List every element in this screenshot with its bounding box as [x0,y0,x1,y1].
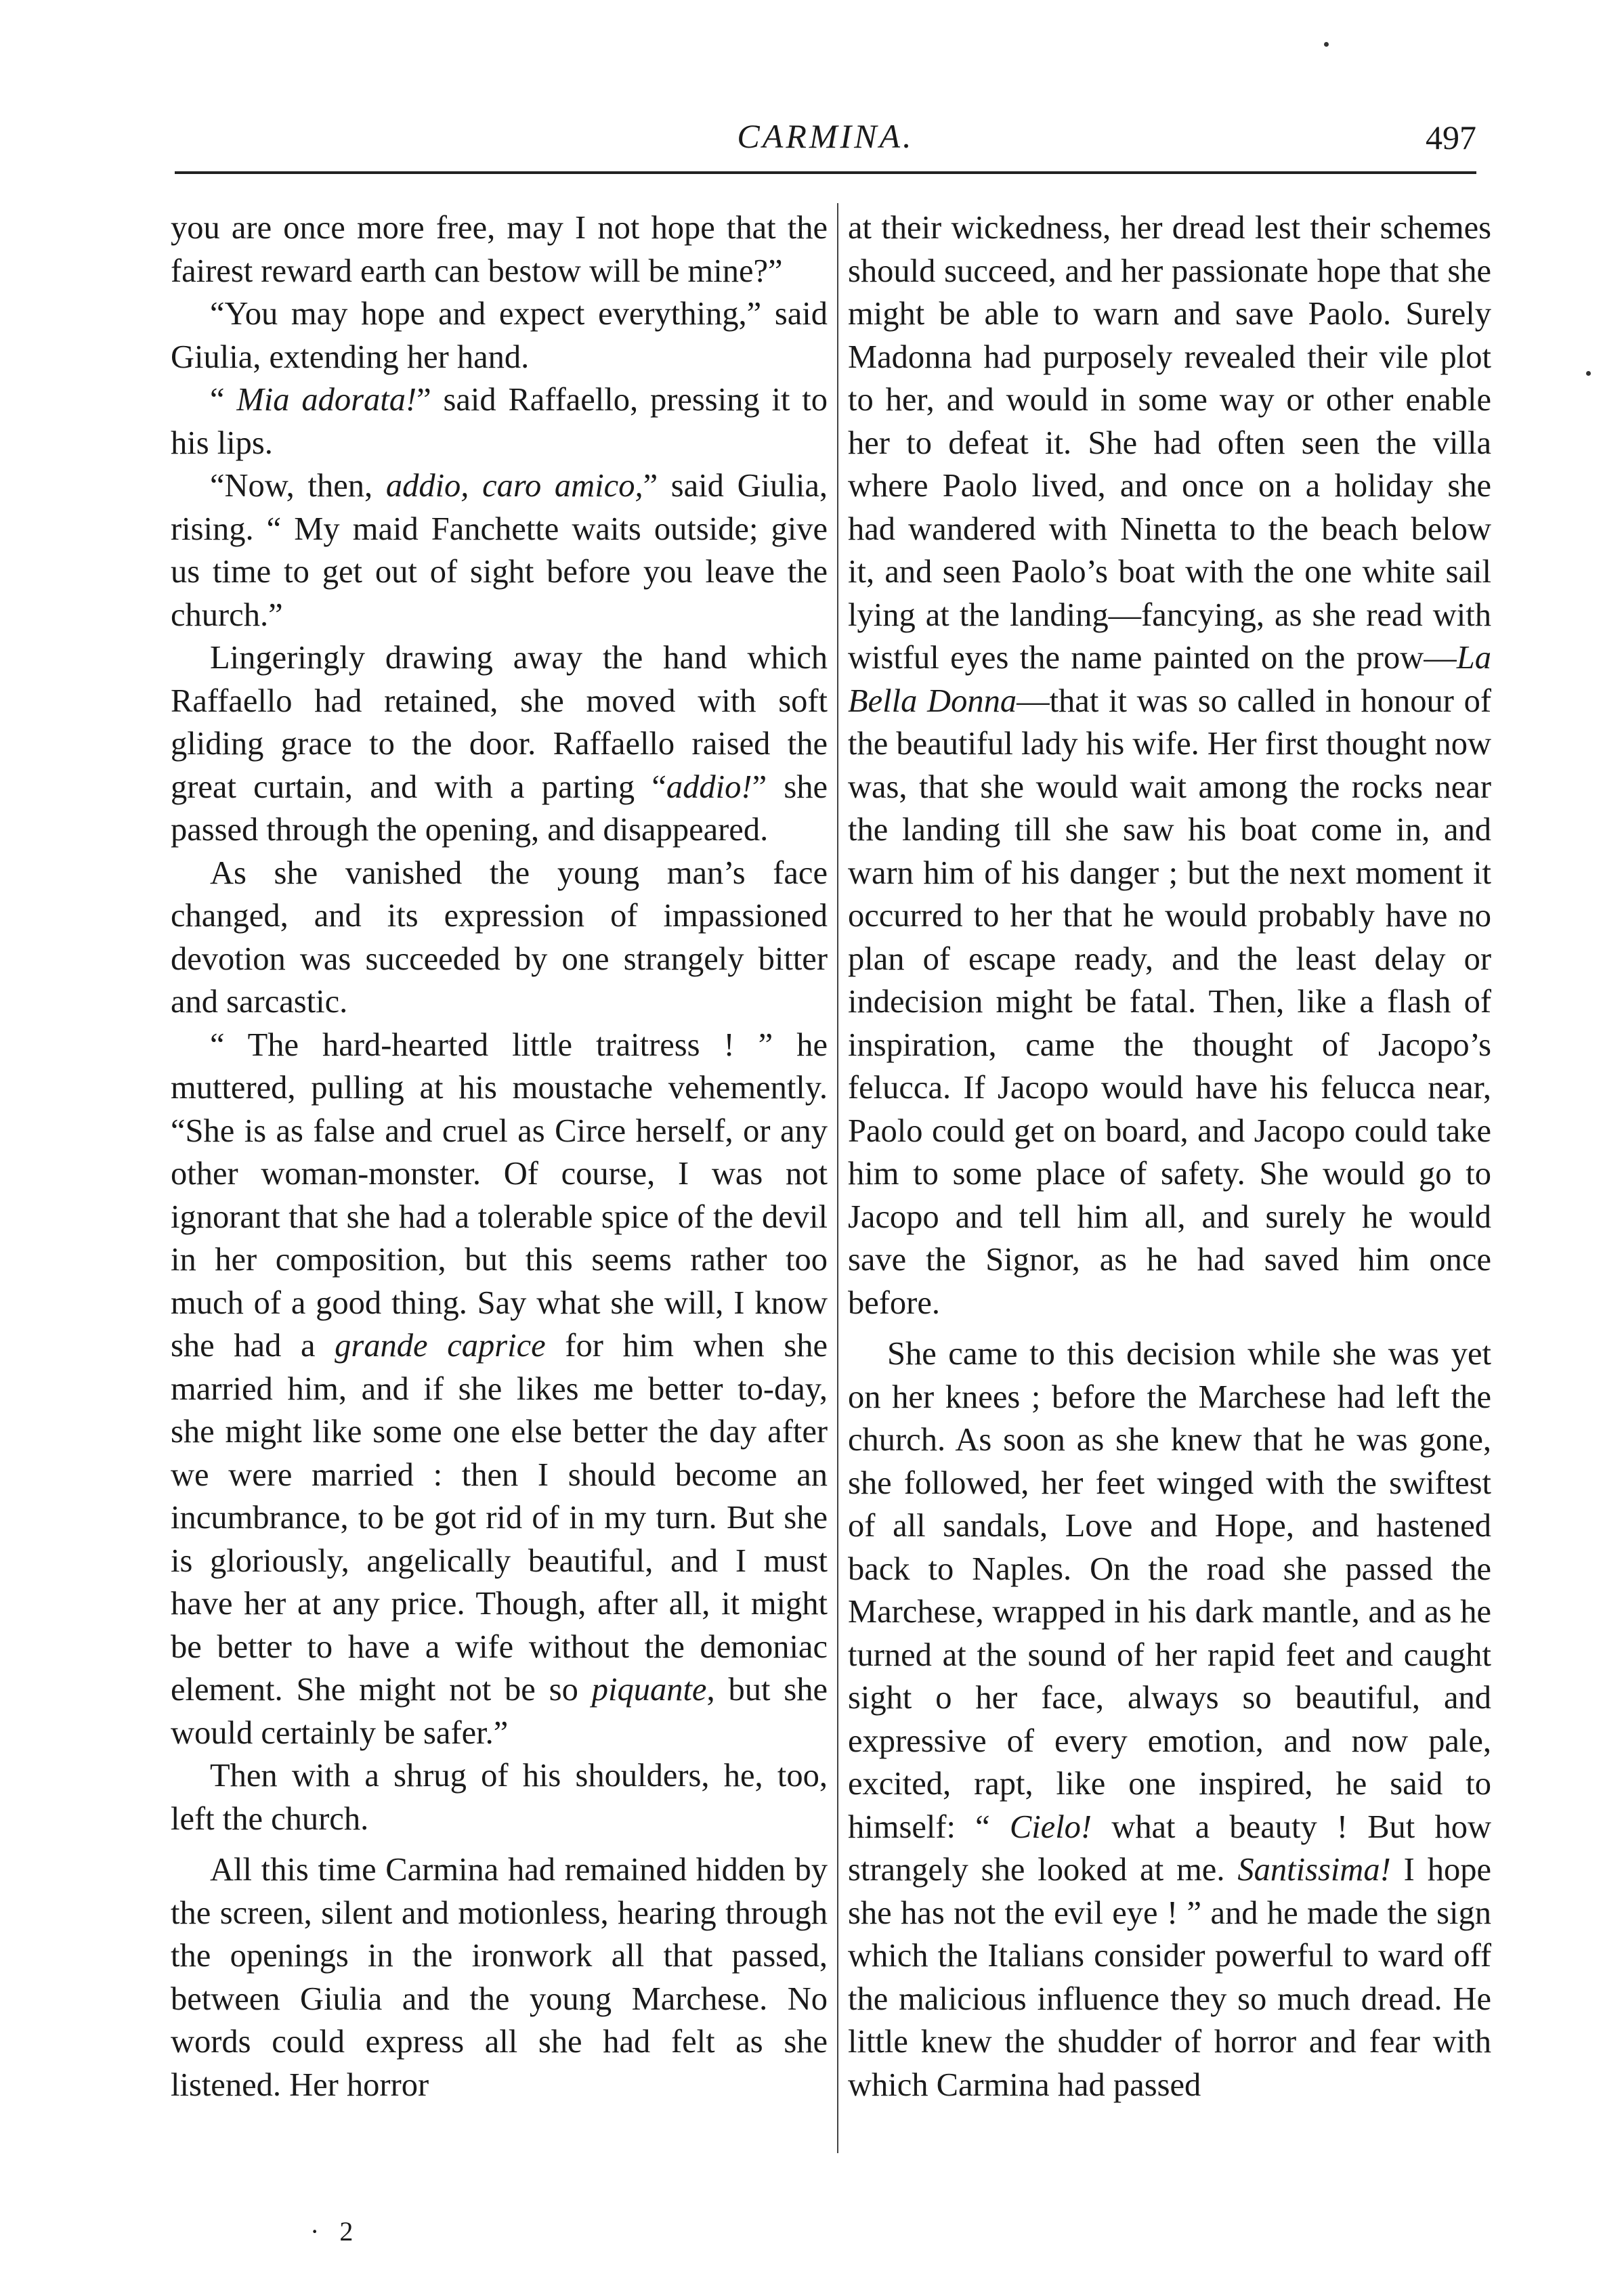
text-run: —that it was so called in honour of the beautiful lady his wife. Her first thought now was, that she would wait among the rocks near the landing till she saw his boat come in, and warn him of his danger ; but the next moment it occurred to her that he would probably have no plan of escape ready, and the least delay or indecision might be fatal. Then, like a flash of inspiration, came the thought of Jacopo’s felucca. If Jacopo would have his felucca near, Paolo could get on board, and Jacopo could take him to some place of safety. She would go to Jacopo and tell him all, and surely he would save the Signor, as he had saved him once before. [848,683,1491,1321]
page-header [175,108,1476,169]
paragraph [171,852,828,1024]
paragraph [171,1848,828,2106]
paragraph [171,293,828,378]
text-run: ” she passed through the opening, and disappeared. [171,768,828,848]
paragraph [171,378,828,464]
right-column [848,207,1491,2106]
text-run: at their wickedness, her dread lest their schemes should succeed, and her passionate hope that she might be able to warn and save Paolo. Surely Madonna had purposely revealed their vile plot to her, and would in some way or other enable her to defeat it. She had often seen the villa where Paolo lived, and once on a holiday she had wandered with Ninetta to the beach below it, and seen Paolo’s boat with the one white sail lying at the landing—fancying, as she read with wistful eyes the name painted on the prow— [848,210,1491,676]
text-run: I hope she has not the evil eye ! ” and he made the sign which the Italians consider powerful to ward off the malicious influence they so much dread. He little knew the shudder of horror and fear with which Carmina had passed [848,1852,1491,2103]
italic-text: Cielo! [1009,1808,1092,1845]
running-title: CARMINA. [737,117,914,155]
header-rule [175,171,1476,174]
paragraph [848,1333,1491,2106]
text-run: “ [210,382,237,418]
left-column [171,207,828,2106]
text-run: “Now, then, [210,468,386,504]
text-run: As she vanished the young man’s face changed, and its expression of impassioned devotion was succeeded by one strangely bitter and sarcastic. [171,854,828,1020]
text-run: Then with a shrug of his shoulders, he, too, left the church. [171,1758,828,1837]
text-run: Lingeringly drawing away the hand which Raffaello had retained, she moved with soft gliding grace to the door. Raffaello raised the great curtain, and with a parting “ [171,640,828,805]
text-run: you are once more free, may I not hope that the fairest reward earth can bestow will be mine?” [171,210,828,289]
signature-mark [310,2215,353,2247]
column-divider [837,203,838,2153]
text-run: ” said Raffaello, pressing it to his lips. [171,382,828,461]
paragraph [171,636,828,852]
speck [1324,42,1329,47]
italic-text: grande caprice [335,1328,546,1364]
speck [1586,371,1591,376]
italic-text: addio! [666,768,752,805]
page-number: 497 [1426,118,1476,156]
italic-text: addio, caro amico, [385,468,643,504]
paragraph [171,464,828,636]
paragraph [171,1754,828,1840]
text-run: , but she would certainly be safer.” [171,1672,828,1751]
text-run: “You may hope and expect everything,” said Giulia, extending her hand. [171,296,828,375]
paragraph [848,207,1491,1324]
italic-text: Santissima! [1237,1852,1391,1888]
paragraph [171,207,828,293]
text-run: for him when she married him, and if she likes me better to-day, she might like some one else better the day after we were married : then I should become an incumbrance, to be got rid of in my turn. But she is gloriously, angelically beautiful, and I must have her at any price. Though, after all, it might be better to have a wife without the demoniac element. She might not be so [171,1328,828,1708]
text-run: She came to this decision while she was yet on her knees ; before the Marchese had left the church. As soon as she knew that he was gone, she followed, her feet winged with the swiftest of all sandals, Love and Hope, and hastened back to Naples. On the road she passed the Marchese, wrapped in his dark mantle, and as he turned at the sound of her rapid feet and caught sight o her face, always so beautiful, and expressive of every emotion, and now pale, excited, rapt, like one inspired, he said to himself: “ [848,1336,1491,1845]
italic-text: piquante [591,1672,707,1708]
paragraph [171,1024,828,1755]
text-run: ” said Giulia, rising. “ My maid Fanchette waits outside; give us time to get out of sight before you leave the church.” [171,468,828,633]
text-run: All this time Carmina had remained hidden by the screen, silent and motionless, hearing through the openings in the ironwork all that passed, between Giulia and the young Marchese. No words could express all she had felt as she listened. Her horror [171,1852,828,2103]
text-run: “ The hard-hearted little traitress ! ” he muttered, pulling at his moustache vehemently. “She is as false and cruel as Circe herself, or any other woman-monster. Of course, I was not ignorant that she had a tolerable spice of the devil in her composition, but this seems rather too much of a good thing. Say what she will, I know she had a [171,1026,828,1364]
italic-text: La Bella Donna [848,640,1491,719]
signature-dot: · [310,2216,340,2247]
text-run: what a beauty ! But how strangely she looked at me. [848,1808,1491,1888]
signature-number: 2 [339,2216,354,2247]
italic-text: Mia adorata! [236,382,417,418]
